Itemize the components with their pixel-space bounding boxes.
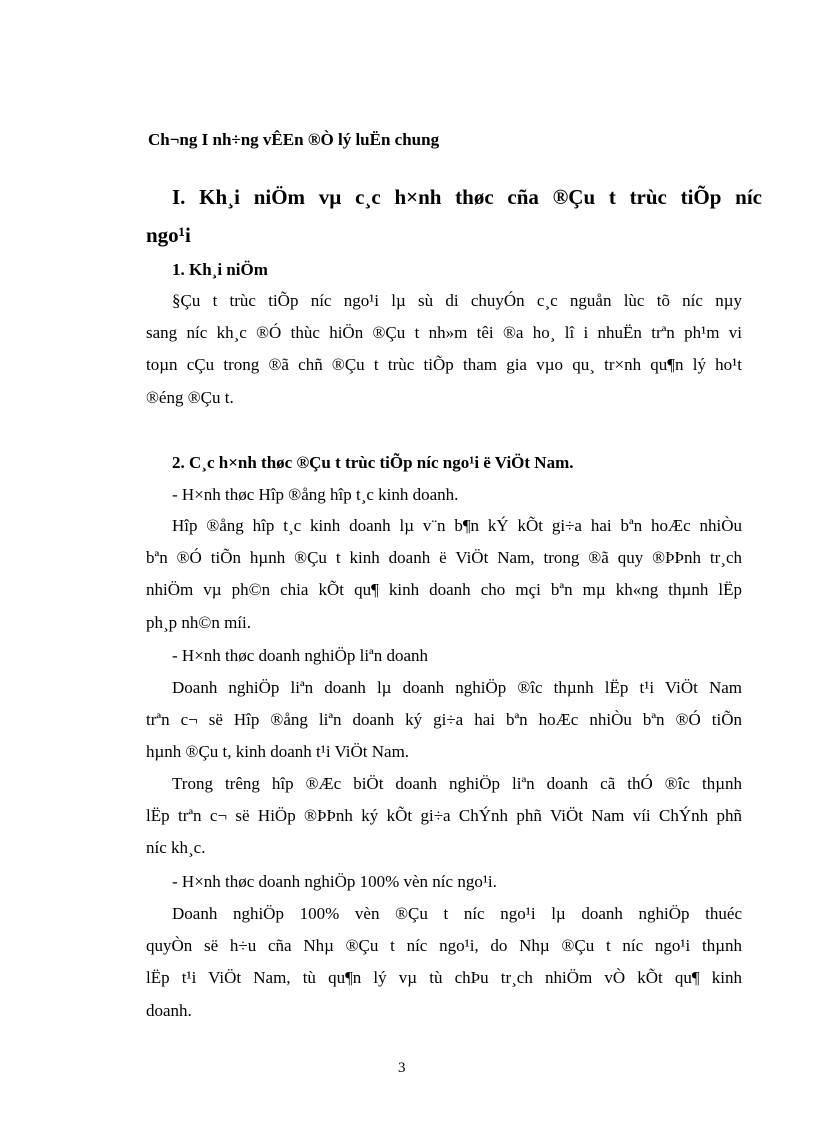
paragraph-line: toµn cÇu trong ®ã chñ ®Çu t trùc tiÕp tham gia vµo qu¸ tr×nh qu¶n lý ho¹t [146,355,742,374]
paragraph-line: §Çu t trùc tiÕp níc ngo¹i lµ sù di chuyÓn c¸c nguån lùc tõ níc nµy [172,291,742,310]
section-title-line-1: I. Kh¸i niÖm vµ c¸c h×nh thøc cña ®Çu t trùc tiÕp níc [172,185,762,209]
paragraph-line: Hîp ®ång hîp t¸c kinh doanh lµ v¨n b¶n kÝ kÕt gi÷a hai bªn hoÆc nhiÒu [172,516,742,535]
subsection-1-heading: 1. Kh¸i niÖm [172,260,268,279]
paragraph-line: ph¸p nh©n míi. [146,613,251,632]
paragraph-line: quyÒn së h÷u cña Nhµ ®Çu t níc ngo¹i, do Nhµ ®Çu t níc ngo¹i thµnh [146,936,742,955]
paragraph-line: sang níc kh¸c ®Ó thùc hiÖn ®Çu t nh»m têi ®a ho¸ lî i nhuËn trªn ph¹m vi [146,323,742,342]
section-title-line-2: ngo¹i [146,223,191,247]
form-3-heading: - H×nh thøc doanh nghiÖp 100% vèn níc ngo¹i. [172,872,497,891]
paragraph-line: lËp t¹i ViÖt Nam, tù qu¶n lý vµ tù chÞu tr¸ch nhiÖm vÒ kÕt qu¶ kinh [146,968,742,987]
form-2-heading: - H×nh thøc doanh nghiÖp liªn doanh [172,646,429,665]
page-number: 3 [398,1060,406,1076]
paragraph-line: doanh. [146,1001,192,1020]
paragraph-line: Doanh nghiÖp 100% vèn ®Çu t níc ngo¹i lµ doanh nghiÖp thuéc [172,904,742,923]
paragraph-line: hµnh ®Çu t, kinh doanh t¹i ViÖt Nam. [146,742,410,761]
chapter-heading: Ch¬ng I nh÷ng vÊEn ®Ò lý luËn chung [148,130,440,149]
form-1-heading: - H×nh thøc Hîp ®ång hîp t¸c kinh doanh. [172,485,459,504]
paragraph-line: trªn c¬ së Hîp ®ång liªn doanh ký gi÷a hai bªn hoÆc nhiÒu bªn ®Ó tiÕn [146,710,742,729]
paragraph-line: nhiÖm vµ ph©n chia kÕt qu¶ kinh doanh cho mçi bªn mµ kh«ng thµnh lËp [146,580,742,599]
paragraph-line: Doanh nghiÖp liªn doanh lµ doanh nghiÖp ®îc thµnh lËp t¹i ViÖt Nam [172,678,742,697]
paragraph-line: Trong trêng hîp ®Æc biÖt doanh nghiÖp liªn doanh cã thÓ ®îc thµnh [172,774,742,793]
subsection-2-heading: 2. C¸c h×nh thøc ®Çu t trùc tiÕp níc ngo¹i ë ViÖt Nam. [172,453,574,472]
paragraph-line: níc kh¸c. [146,838,206,857]
paragraph-line: bªn ®Ó tiÕn hµnh ®Çu t kinh doanh ë ViÖt Nam, trong ®ã quy ®ÞÞnh tr¸ch [146,548,742,567]
paragraph-line: lËp trªn c¬ së HiÖp ®ÞÞnh ký kÕt gi÷a ChÝnh phñ ViÖt Nam víi ChÝnh phñ [146,806,742,825]
paragraph-line: ®éng ®Çu t. [146,388,234,407]
